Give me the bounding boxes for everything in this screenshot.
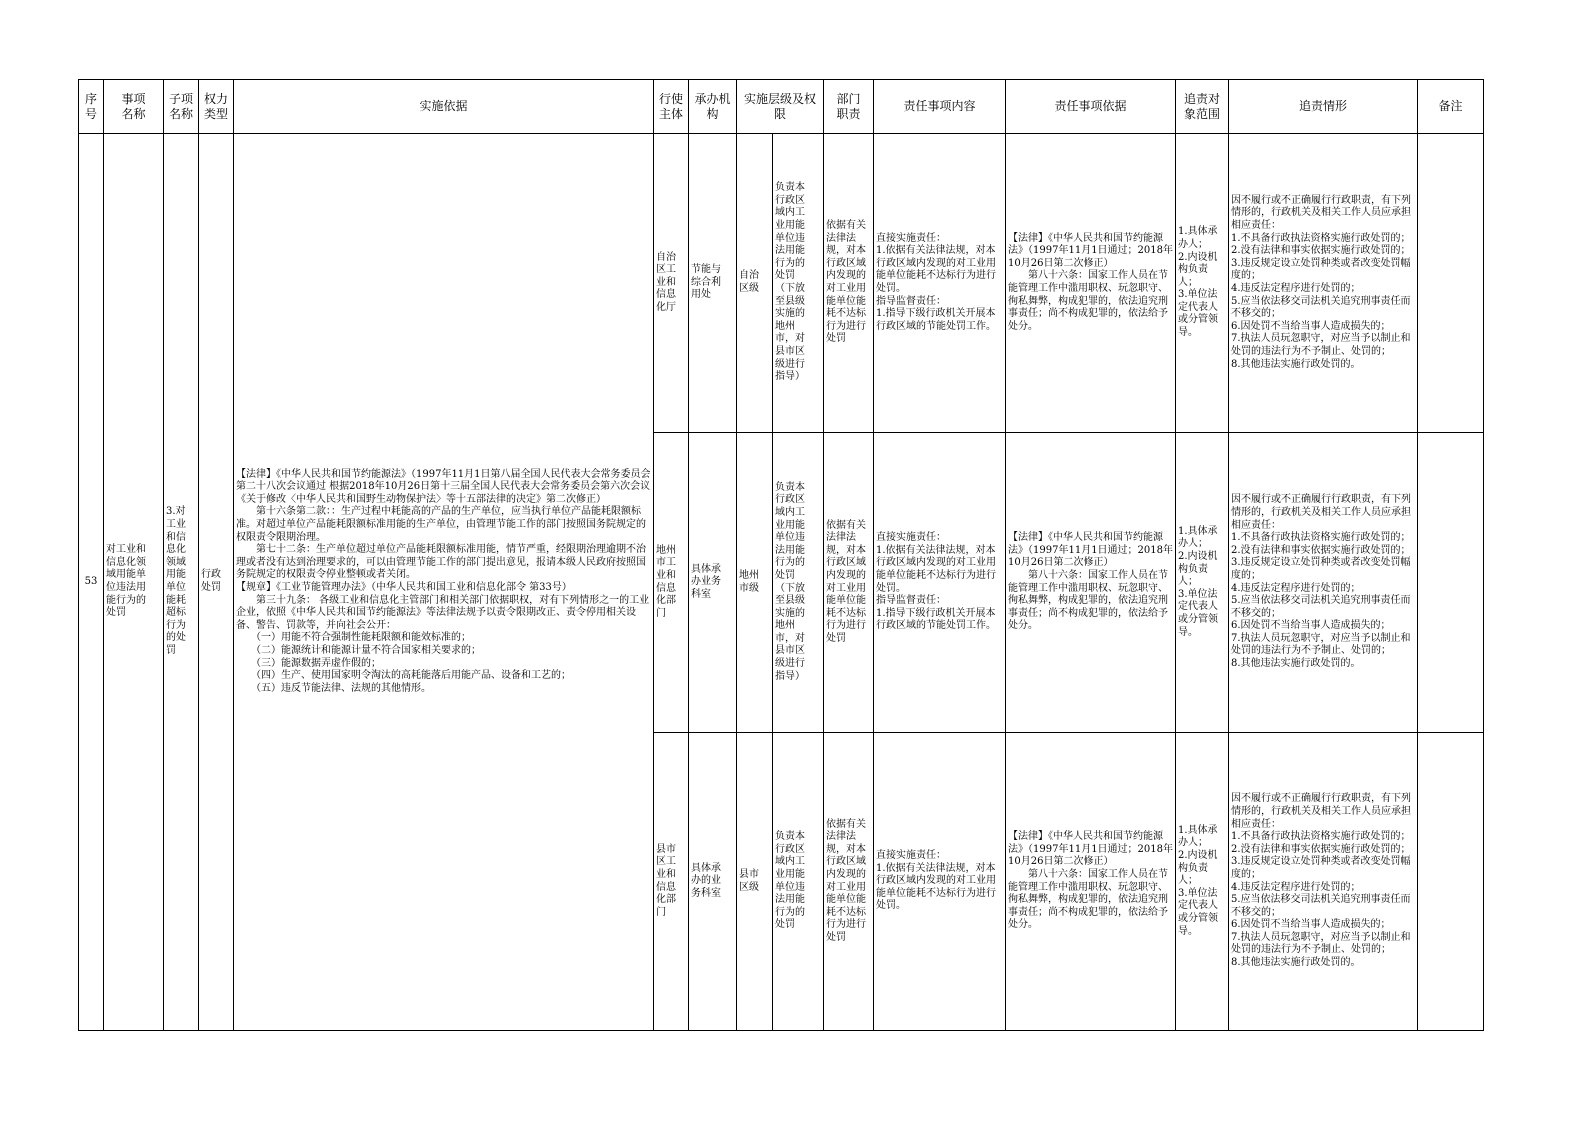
cell-duty: 依据有关 法律法 规，对本 行政区域 内发现的 对工业用 能单位能 耗不达标 行为进行 处罚 bbox=[824, 134, 874, 433]
cell-seq: 53 bbox=[79, 134, 104, 1031]
header-sub-name: 子项 名称 bbox=[164, 80, 199, 134]
cell-authority: 负责本 行政区 域内工 业用能 单位违 法用能 行为的 处罚 （下放 至县级 实施的 地州 市，对 县市区 级进行 指导） bbox=[773, 433, 824, 733]
header-basis: 实施依据 bbox=[234, 80, 654, 134]
header-item-name: 事项 名称 bbox=[104, 80, 164, 134]
cell-sub-name: 3.对 工业 和信 息化 领域 用能 单位 能耗 超标 行为 的处 罚 bbox=[164, 134, 199, 1031]
table-row bbox=[79, 134, 1484, 433]
cell-situation: 因不履行或不正确履行行政职责，有下列情形的，行政机关及相关工作人员应承担相应责任： 1.不具备行政执法资格实施行政处罚的； 2.没有法律和事实依据实施行政处罚的； 3.违反规定设立处罚种类或者改变处罚幅度的； 4.违反法定程序进行处罚的； 5.应当依法移交司法机关追究刑事责任而不移交的； 6.因处罚不当给当事人造成损失的； 7.执法人员玩忽职守，对应当予以制止和处罚的违法行为不予制止、处罚的； 8.其他违法实施行政处罚的。 bbox=[1229, 134, 1418, 433]
cell-resp-basis: 【法律】《中华人民共和国节约能源法》（1997年11月1日通过；2018年10月26日第二次修正） 第八十六条：国家工作人员在节能管理工作中滥用职权、玩忽职守、徇私舞弊，构成犯罪的，依法追究刑事责任；尚不构成犯罪的，依法给予处分。 bbox=[1006, 134, 1176, 433]
cell-agency: 节能与 综合利 用处 bbox=[689, 134, 737, 433]
header-level: 实施层级及权 限 bbox=[737, 80, 824, 134]
cell-level: 地州 市级 bbox=[737, 433, 773, 733]
cell-resp-content: 直接实施责任： 1.依据有关法律法规，对本行政区域内发现的对工业用能单位能耗不达标行为进行处罚。 指导监督责任： 1.指导下级行政机关开展本行政区域的节能处罚工作。 bbox=[874, 134, 1006, 433]
cell-scope: 1.具体承 办人； 2.内设机 构负责 人； 3.单位法 定代表人 或分管领 导。 bbox=[1176, 433, 1229, 733]
cell-level: 自治 区级 bbox=[737, 134, 773, 433]
cell-scope: 1.具体承 办人； 2.内设机 构负责 人； 3.单位法 定代表人 或分管领 导。 bbox=[1176, 733, 1229, 1031]
responsibility-table bbox=[78, 79, 1484, 1031]
cell-agency: 具体承 办业务 科室 bbox=[689, 433, 737, 733]
header-remark: 备注 bbox=[1418, 80, 1484, 134]
cell-situation: 因不履行或不正确履行行政职责，有下列情形的，行政机关及相关工作人员应承担相应责任： 1.不具备行政执法资格实施行政处罚的； 2.没有法律和事实依据实施行政处罚的； 3.违反规定设立处罚种类或者改变处罚幅度的； 4.违反法定程序进行处罚的； 5.应当依法移交司法机关追究刑事责任而不移交的； 6.因处罚不当给当事人造成损失的； 7.执法人员玩忽职守，对应当予以制止和处罚的违法行为不予制止、处罚的； 8.其他违法实施行政处罚的。 bbox=[1229, 733, 1418, 1031]
header-situation: 追责情形 bbox=[1229, 80, 1418, 134]
header-scope: 追责对 象范围 bbox=[1176, 80, 1229, 134]
header-subject: 行使 主体 bbox=[654, 80, 689, 134]
cell-subject: 县市 区工 业和 信息 化部 门 bbox=[654, 733, 689, 1031]
cell-remark bbox=[1418, 733, 1484, 1031]
cell-resp-content: 直接实施责任： 1.依据有关法律法规，对本行政区域内发现的对工业用能单位能耗不达标行为进行处罚。 指导监督责任： 1.指导下级行政机关开展本行政区域的节能处罚工作。 bbox=[874, 433, 1006, 733]
cell-scope: 1.具体承 办人； 2.内设机 构负责 人； 3.单位法 定代表人 或分管领 导。 bbox=[1176, 134, 1229, 433]
cell-authority: 负责本 行政区 域内工 业用能 单位违 法用能 行为的 处罚 bbox=[773, 733, 824, 1031]
cell-resp-basis: 【法律】《中华人民共和国节约能源法》（1997年11月1日通过；2018年10月26日第二次修正） 第八十六条：国家工作人员在节能管理工作中滥用职权、玩忽职守、徇私舞弊，构成犯罪的，依法追究刑事责任；尚不构成犯罪的，依法给予处分。 bbox=[1006, 733, 1176, 1031]
cell-remark bbox=[1418, 433, 1484, 733]
cell-agency: 具体承 办的业 务科室 bbox=[689, 733, 737, 1031]
cell-authority: 负责本 行政区 域内工 业用能 单位违 法用能 行为的 处罚 （下放 至县级 实施的 地州 市，对 县市区 级进行 指导） bbox=[773, 134, 824, 433]
cell-power-type: 行政 处罚 bbox=[199, 134, 234, 1031]
cell-resp-content: 直接实施责任： 1.依据有关法律法规，对本行政区域内发现的对工业用能单位能耗不达标行为进行处罚。 bbox=[874, 733, 1006, 1031]
cell-duty: 依据有关 法律法 规，对本 行政区域 内发现的 对工业用 能单位能 耗不达标 行为进行 处罚 bbox=[824, 733, 874, 1031]
header-resp-basis: 责任事项依据 bbox=[1006, 80, 1176, 134]
cell-basis: 【法律】《中华人民共和国节约能源法》（1997年11月1日第八届全国人民代表大会常务委员会第二十八次会议通过 根据2018年10月26日第十三届全国人民代表大会常务委员会第六次会议《关于修改〈中华人民共和国野生动物保护法〉等十五部法律的决定》第二次修正） 第十六条第二款：：生产过程中耗能高的产品的生产单位，应当执行单位产品能耗限额标准。对超过单位产品能耗限额标准用能的生产单位，由管理节能工作的部门按照国务院规定的权限责令限期治理。 第七十二条：生产单位超过单位产品能耗限额标准用能，情节严重，经限期治理逾期不治理或者没有达到治理要求的，可以由管理节能工作的部门提出意见，报请本级人民政府按照国务院规定的权限责令停业整顿或者关闭。 【规章】《工业节能管理办法》（中华人民共和国工业和信息化部令 第33号） 第三十九条： 各级工业和信息化主管部门和相关部门依据职权，对有下列情形之一的工业企业，依照《中华人民共和国节约能源法》等法律法规予以责令限期改正、责令停用相关设备、警告、罚款等，并向社会公开： （一）用能不符合强制性能耗限额和能效标准的； （二）能源统计和能源计量不符合国家相关要求的； （三）能源数据弄虚作假的； （四）生产、使用国家明令淘汰的高耗能落后用能产品、设备和工艺的； （五）违反节能法律、法规的其他情形。 bbox=[234, 134, 654, 1031]
cell-level: 县市 区级 bbox=[737, 733, 773, 1031]
header-duty: 部门 职责 bbox=[824, 80, 874, 134]
cell-item-name: 对工业和 信息化领 域用能单 位违法用 能行为的 处罚 bbox=[104, 134, 164, 1031]
cell-duty: 依据有关 法律法 规，对本 行政区域 内发现的 对工业用 能单位能 耗不达标 行为进行 处罚 bbox=[824, 433, 874, 733]
header-agency: 承办机 构 bbox=[689, 80, 737, 134]
header-power-type: 权力 类型 bbox=[199, 80, 234, 134]
header-resp-content: 责任事项内容 bbox=[874, 80, 1006, 134]
cell-remark bbox=[1418, 134, 1484, 433]
header-row bbox=[79, 80, 1484, 134]
cell-subject: 地州 市工 业和 信息 化部 门 bbox=[654, 433, 689, 733]
header-seq: 序 号 bbox=[79, 80, 104, 134]
cell-subject: 自治 区工 业和 信息 化厅 bbox=[654, 134, 689, 433]
cell-resp-basis: 【法律】《中华人民共和国节约能源法》（1997年11月1日通过；2018年10月26日第二次修正） 第八十六条：国家工作人员在节能管理工作中滥用职权、玩忽职守、徇私舞弊，构成犯罪的，依法追究刑事责任；尚不构成犯罪的，依法给予处分。 bbox=[1006, 433, 1176, 733]
cell-situation: 因不履行或不正确履行行政职责，有下列情形的，行政机关及相关工作人员应承担相应责任： 1.不具备行政执法资格实施行政处罚的； 2.没有法律和事实依据实施行政处罚的； 3.违反规定设立处罚种类或者改变处罚幅度的； 4.违反法定程序进行处罚的； 5.应当依法移交司法机关追究刑事责任而不移交的； 6.因处罚不当给当事人造成损失的； 7.执法人员玩忽职守，对应当予以制止和处罚的违法行为不予制止、处罚的； 8.其他违法实施行政处罚的。 bbox=[1229, 433, 1418, 733]
